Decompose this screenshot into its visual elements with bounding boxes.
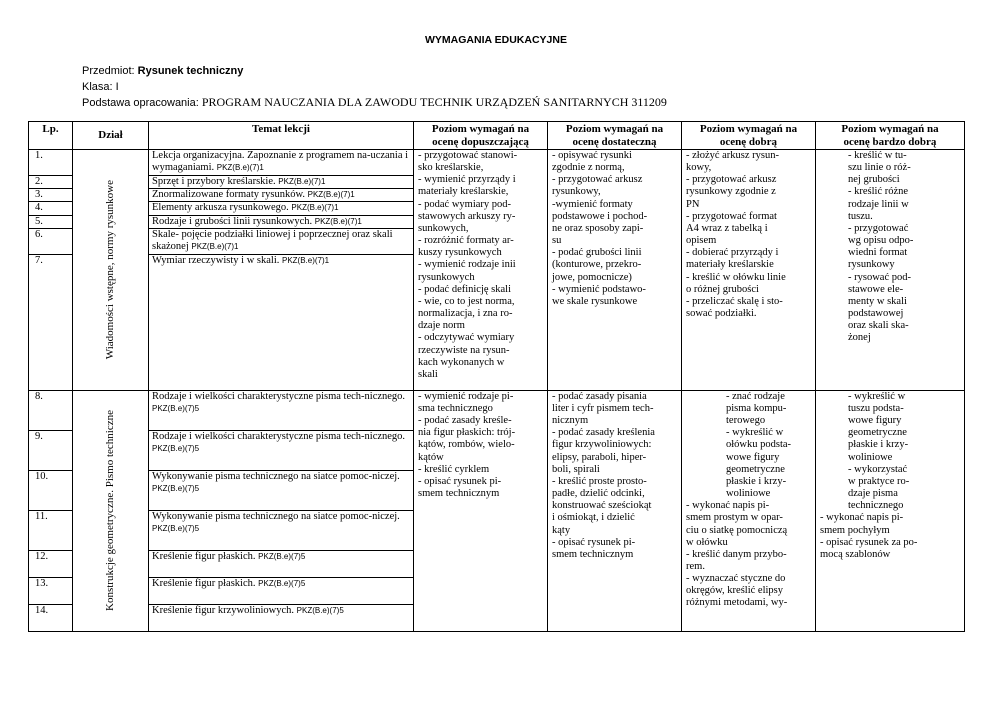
header-line: ocenę dopuszczającą	[432, 135, 529, 148]
requirement-line: rodzaje linii w	[848, 198, 909, 210]
requirement-line: zgodnie z normą,	[552, 162, 625, 174]
requirement-line: (konturowe, przekro-	[552, 259, 642, 271]
requirement-line: kach wykonanych w	[418, 356, 505, 368]
requirement-line: su	[552, 235, 562, 247]
requirement-line: różnymi metodami, wy-	[686, 597, 788, 609]
col-header-temat: Temat lekcji	[149, 122, 414, 150]
requirement-line: w praktyce ro-	[848, 475, 910, 487]
curriculum-code: PKZ(B.e)(7)5	[258, 578, 306, 588]
requirement-line: elipsy, paraboli, hiper-	[552, 451, 647, 463]
topic-cell	[149, 430, 414, 470]
requirement-line: - znać rodzaje	[726, 390, 785, 402]
topic-text: Wykonywanie pisma technicznego na siatce pomoc-niczej.	[152, 510, 400, 522]
requirement-line: figur krzywoliniowych:	[552, 439, 652, 451]
requirement-line: - przygotować	[848, 222, 909, 234]
requirement-line: sować podziałki.	[686, 308, 757, 320]
row-number: 8.	[29, 390, 73, 430]
requirement-line: mocą szablonów	[820, 548, 891, 560]
requirement-line: oraz skali ska-	[848, 320, 909, 332]
requirement-line: stawowe ele-	[848, 283, 904, 295]
requirement-line: liter i cyfr pismem tech-	[552, 402, 654, 414]
curriculum-code: PKZ(B.e)(7)5	[152, 404, 200, 414]
requirement-line: sko kreślarskie,	[418, 162, 484, 174]
requirement-line: - wykreślić w	[848, 390, 906, 402]
requirement-line: terowego	[726, 415, 766, 427]
topic-cell	[149, 470, 414, 510]
requirement-line: woliniowe	[726, 488, 771, 500]
req-bardzo-dobra-main	[820, 512, 961, 561]
requirement-line: materiały kreślarskie	[686, 259, 774, 271]
header-line: ocenę dobrą	[719, 135, 778, 148]
requirement-line: - opisać rysunek za po-	[820, 536, 918, 548]
class-line: Klasa: I	[82, 81, 119, 93]
requirement-line: sma technicznego	[418, 402, 493, 414]
requirement-line: kątów, rombów, wielo-	[418, 439, 515, 451]
subject-line	[82, 64, 243, 78]
requirement-line: tuszu.	[848, 210, 873, 222]
requirement-line: tuszu podsta-	[848, 402, 904, 414]
requirement-line: szu linie o róż-	[848, 162, 911, 174]
col-header-bardzo-dobra	[816, 122, 965, 150]
col-header-dopuszczajaca	[414, 122, 548, 150]
col-header-lp: Lp.	[29, 122, 73, 150]
requirement-line: - wykonać napis pi-	[686, 500, 770, 512]
curriculum-code: PKZ(B.e)(7)1	[291, 203, 339, 213]
topic-text: Elementy arkusza rysunkowego.	[152, 202, 289, 214]
requirement-line: stawowych arkuszy ry-	[418, 210, 516, 222]
requirement-line: płaskie i krzy-	[726, 475, 787, 487]
requirement-line: skali	[418, 368, 438, 380]
requirement-line: - rysować pod-	[848, 271, 911, 283]
row-number: 4.	[29, 202, 73, 215]
curriculum-code: PKZ(B.e)(7)1	[191, 242, 239, 252]
requirement-line: podstawowe i pochod-	[552, 210, 648, 222]
requirement-line: woliniowe	[848, 451, 893, 463]
requirement-line: wowe figury	[726, 451, 780, 463]
header-line: ocenę bardzo dobrą	[843, 135, 937, 148]
requirement-line: kąty	[552, 524, 571, 536]
table-row	[29, 390, 965, 430]
requirement-line: - wymienić rodzaje pi-	[418, 390, 514, 402]
header-line: Poziom wymagań na	[841, 123, 939, 135]
req-bardzo-dobra	[816, 390, 965, 631]
requirement-line: we skale rysunkowe	[552, 295, 638, 307]
topic-cell	[149, 215, 414, 228]
requirement-line: geometryczne	[726, 463, 785, 475]
requirement-line: - wykonać napis pi-	[820, 512, 904, 524]
section-name	[73, 390, 149, 631]
requirement-line: -wymienić formaty	[552, 198, 633, 210]
topic-text: Rodzaje i wielkości charakterystyczne pisma tech-nicznego.	[152, 390, 406, 402]
curriculum-code: PKZ(B.e)(7)1	[278, 177, 326, 186]
requirement-line: wowe figury	[848, 415, 902, 427]
requirement-line: - odczytywać wymiary	[418, 332, 515, 344]
requirement-line: rysunkowych	[418, 271, 475, 283]
header-line: Poziom wymagań na	[565, 123, 664, 135]
topic-cell	[149, 176, 414, 189]
section-name-text: Wiadomości wstępne, normy rysunkowe	[104, 180, 117, 360]
requirement-line: kuszy rysunkowych	[418, 247, 502, 259]
basis-value: PROGRAM NAUCZANIA DLA ZAWODU TECHNIK URZĄDZEŃ SANITARNYCH 311209	[201, 95, 667, 109]
topic-cell	[149, 254, 414, 390]
basis-line	[82, 95, 667, 110]
req-bardzo-dobra-indented	[820, 391, 961, 513]
requirement-line: padłe, dzielić odcinki,	[552, 488, 645, 500]
requirement-line: - kreślić w tu-	[848, 150, 907, 161]
basis-label: Podstawa opracowania:	[82, 97, 202, 109]
subject-value: Rysunek techniczny	[137, 65, 244, 77]
row-number: 11.	[29, 510, 73, 550]
topic-text: Kreślenie figur płaskich.	[152, 577, 256, 589]
requirement-line: - podać definicję skali	[418, 283, 512, 295]
topic-text: Kreślenie figur krzywoliniowych.	[152, 604, 295, 616]
requirement-line: - przygotować arkusz	[686, 174, 777, 186]
topic-text: Znormalizowane formaty rysunków.	[152, 189, 305, 201]
req-dobra-main	[686, 500, 812, 609]
row-number: 13.	[29, 577, 73, 604]
requirement-line: normalizacja, i zna ro-	[418, 308, 513, 320]
requirement-line: pisma kompu-	[726, 402, 787, 414]
requirement-line: - wykreślić w	[726, 427, 784, 439]
requirement-line: - kreślić różne	[848, 186, 909, 198]
requirement-line: - rozróżnić formaty ar-	[418, 235, 514, 247]
topic-cell	[149, 202, 414, 215]
requirement-line: rysunkowy,	[552, 186, 601, 198]
requirement-line: - kreślić cyrklem	[418, 463, 490, 475]
requirement-line: - przeliczać skalę i sto-	[686, 295, 783, 307]
curriculum-code: PKZ(B.e)(7)5	[152, 444, 200, 454]
requirement-line: - wie, co to jest norma,	[418, 295, 515, 307]
requirement-line: A4 wraz z tabelką i	[686, 222, 768, 234]
requirement-line: ciu o siatkę pomocniczą	[686, 524, 788, 536]
row-number: 6.	[29, 228, 73, 254]
requirement-line: nicznym	[552, 415, 589, 427]
requirement-line: nia figur płaskich: trój-	[418, 427, 516, 439]
requirement-line: - wymienić przyrządy i	[418, 174, 516, 186]
topic-cell	[149, 228, 414, 254]
row-number: 14.	[29, 604, 73, 631]
col-header-dzial: Dział	[73, 122, 149, 150]
topic-text: Wykonywanie pisma technicznego na siatce pomoc-niczej.	[152, 470, 400, 482]
row-number: 12.	[29, 550, 73, 577]
requirement-line: - kreślić danym przybo-	[686, 548, 787, 560]
header-row	[29, 122, 965, 150]
row-number: 10.	[29, 470, 73, 510]
requirement-line: konstruować sześciokąt	[552, 500, 652, 512]
row-number: 1.	[29, 150, 73, 176]
row-number: 9.	[29, 430, 73, 470]
requirement-line: geometryczne	[848, 427, 907, 439]
requirement-line: - podać grubości linii	[552, 247, 642, 259]
requirement-line: dzaje norm	[418, 320, 465, 332]
requirement-line: sunkowych,	[418, 222, 469, 234]
requirement-line: płaskie i krzy-	[848, 439, 909, 451]
topic-cell	[149, 550, 414, 577]
requirement-line: i ośmiokąt, i dzielić	[552, 512, 635, 524]
requirement-line: - przygotować format	[686, 210, 777, 222]
curriculum-code: PKZ(B.e)(7)1	[314, 216, 362, 226]
requirement-line: smem technicznym	[418, 488, 500, 500]
requirement-line: smem prostym w opar-	[686, 512, 783, 524]
header-line: ocenę dostateczną	[572, 135, 657, 148]
row-number: 3.	[29, 189, 73, 202]
requirement-line: wg opisu odpo-	[848, 235, 914, 247]
requirement-line: smem technicznym	[552, 548, 634, 560]
requirement-line: jowe, pomocnicze)	[552, 271, 632, 283]
requirement-line: kątów	[418, 451, 444, 463]
requirement-line: - podać zasady kreśle-	[418, 415, 512, 427]
curriculum-code: PKZ(B.e)(7)1	[216, 163, 264, 173]
requirement-line: - opisać rysunek pi-	[418, 475, 502, 487]
req-dopuszczajaca	[414, 150, 548, 391]
requirement-line: rzeczywiste na rysun-	[418, 344, 510, 356]
curriculum-code: PKZ(B.e)(7)5	[258, 551, 306, 561]
req-dobra	[682, 150, 816, 391]
subject-label: Przedmiot:	[82, 65, 138, 77]
requirement-line: smem pochyłym	[820, 524, 890, 536]
requirement-line: boli, spirali	[552, 463, 600, 475]
requirement-line: kowy,	[686, 162, 712, 174]
requirement-line: - przygotować arkusz	[552, 174, 643, 186]
requirement-line: rysunkowy zgodnie z	[686, 186, 776, 198]
topic-text: Sprzęt i przybory kreślarskie.	[152, 176, 276, 187]
row-number: 5.	[29, 215, 73, 228]
requirement-line: - podać zasady kreślenia	[552, 427, 655, 439]
requirement-line: PN	[686, 198, 700, 210]
curriculum-code: PKZ(B.e)(7)1	[282, 255, 330, 265]
requirement-line: - wymienić podstawo-	[552, 283, 646, 295]
requirement-line: - kreślić w ołówku linie	[686, 271, 786, 283]
requirement-line: - kreślić proste prosto-	[552, 475, 647, 487]
col-header-dobra	[682, 122, 816, 150]
requirement-line: - wyznaczać styczne do	[686, 573, 786, 585]
topic-text: Rodzaje i grubości linii rysunkowych.	[152, 215, 313, 227]
requirements-table	[28, 121, 965, 632]
topic-text: Skale- pojęcie podziałki liniowej i poprzecznej oraz skali skażonej	[152, 228, 393, 253]
req-dobra	[682, 390, 816, 631]
requirement-line: w ołówku	[686, 536, 728, 548]
section-name	[73, 150, 149, 391]
row-number: 7.	[29, 254, 73, 390]
req-dostateczna	[548, 390, 682, 631]
requirement-line: ne oraz sposoby zapi-	[552, 222, 644, 234]
requirement-line: technicznego	[848, 500, 904, 512]
req-dobra-indented	[686, 391, 812, 500]
table-row	[29, 150, 965, 176]
requirement-line: menty w skali	[848, 295, 907, 307]
requirement-line: - wymienić rodzaje inii	[418, 259, 516, 271]
requirement-line: wiedni format	[848, 247, 908, 259]
requirement-line: - podać zasady pisania	[552, 390, 647, 402]
requirement-line: żonej	[848, 332, 871, 344]
row-number: 2.	[29, 176, 73, 189]
header-line: Poziom wymagań na	[431, 123, 530, 135]
requirement-line: - wykorzystać	[848, 463, 908, 475]
requirement-line: podstawowej	[848, 308, 904, 320]
req-dostateczna	[548, 150, 682, 391]
topic-text: Kreślenie figur płaskich.	[152, 550, 256, 562]
topic-cell	[149, 510, 414, 550]
topic-text: Wymiar rzeczywisty i w skali.	[152, 254, 280, 266]
topic-text: Lekcja organizacyjna. Zapoznanie z programem na-uczania i wymaganiami.	[152, 150, 409, 174]
req-bardzo-dobra	[816, 150, 965, 391]
requirement-line: - podać wymiary pod-	[418, 198, 512, 210]
req-dopuszczajaca	[414, 390, 548, 631]
topic-cell	[149, 577, 414, 604]
requirement-line: - opisywać rysunki	[552, 150, 632, 161]
requirement-line: dzaje pisma	[848, 488, 898, 500]
curriculum-code: PKZ(B.e)(7)1	[307, 190, 355, 200]
requirement-line: ołówku podsta-	[726, 439, 792, 451]
requirement-line: - opisać rysunek pi-	[552, 536, 636, 548]
topic-cell	[149, 189, 414, 202]
section-name-text: Konstrukcje geometryczne. Pismo techniczne	[104, 410, 117, 612]
curriculum-code: PKZ(B.e)(7)5	[152, 484, 200, 494]
requirement-line: materiały kreślarskie,	[418, 186, 509, 198]
requirement-line: okręgów, kreślić elipsy	[686, 585, 784, 597]
requirement-line: rem.	[686, 561, 705, 572]
requirement-line: - złożyć arkusz rysun-	[686, 150, 780, 161]
topic-text: Rodzaje i wielkości charakterystyczne pisma tech-nicznego.	[152, 430, 406, 442]
requirement-line: o różnej grubości	[686, 283, 759, 295]
col-header-dostateczna	[548, 122, 682, 150]
requirement-line: - dobierać przyrządy i	[686, 247, 779, 259]
requirement-line: nej grubości	[848, 174, 900, 186]
header-line: Poziom wymagań na	[699, 123, 798, 135]
page-title: WYMAGANIA EDUKACYJNE	[425, 34, 567, 46]
requirement-line: opisem	[686, 235, 717, 247]
topic-cell	[149, 390, 414, 430]
requirement-line: - przygotować stanowi-	[418, 150, 518, 161]
topic-cell	[149, 150, 414, 176]
topic-cell	[149, 604, 414, 631]
curriculum-code: PKZ(B.e)(7)5	[152, 524, 200, 534]
curriculum-code: PKZ(B.e)(7)5	[296, 605, 344, 615]
requirement-line: rysunkowy	[848, 259, 895, 271]
